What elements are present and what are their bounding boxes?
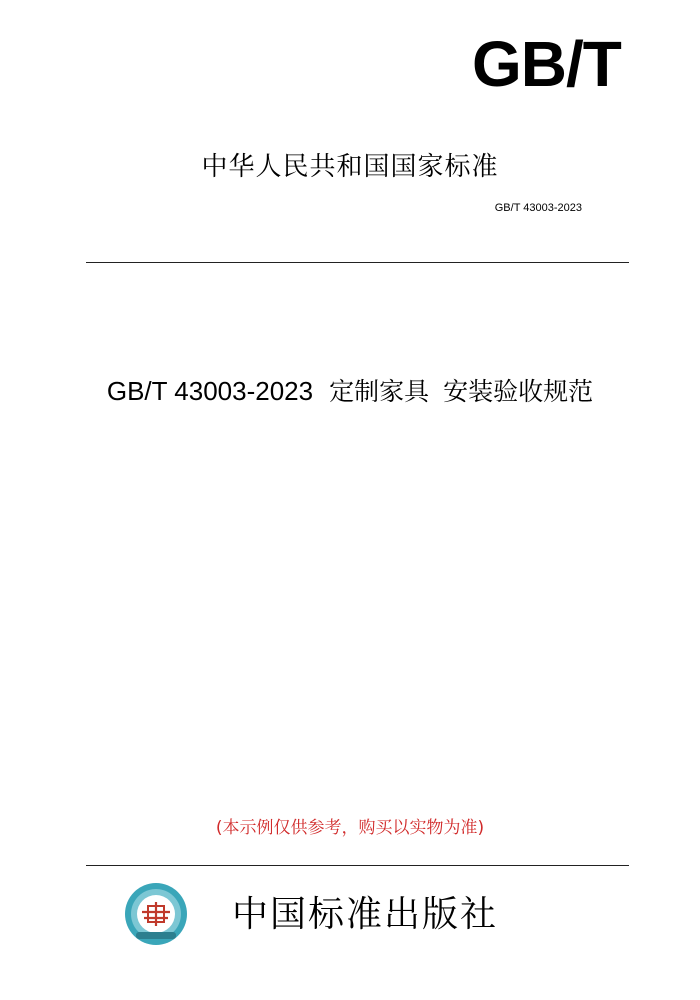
document-title-part1: 定制家具 (329, 377, 430, 406)
national-standard-heading: 中华人民共和国国家标准 (201, 152, 499, 182)
document-title (0, 376, 700, 407)
top-divider (86, 262, 629, 263)
document-title-code: GB/T 43003-2023 (106, 376, 314, 406)
standard-code: GB/T 43003-2023 (494, 202, 582, 214)
document-title-part2: 安装验收规范 (443, 377, 594, 406)
gb-t-mark: GB/T (472, 28, 621, 100)
publisher-name: 中国标准出版社 (232, 894, 499, 935)
publisher-seal-icon (124, 882, 188, 946)
sample-notice: (本示例仅供参考，购买以实物为准) (215, 818, 485, 838)
bottom-divider (86, 865, 629, 866)
